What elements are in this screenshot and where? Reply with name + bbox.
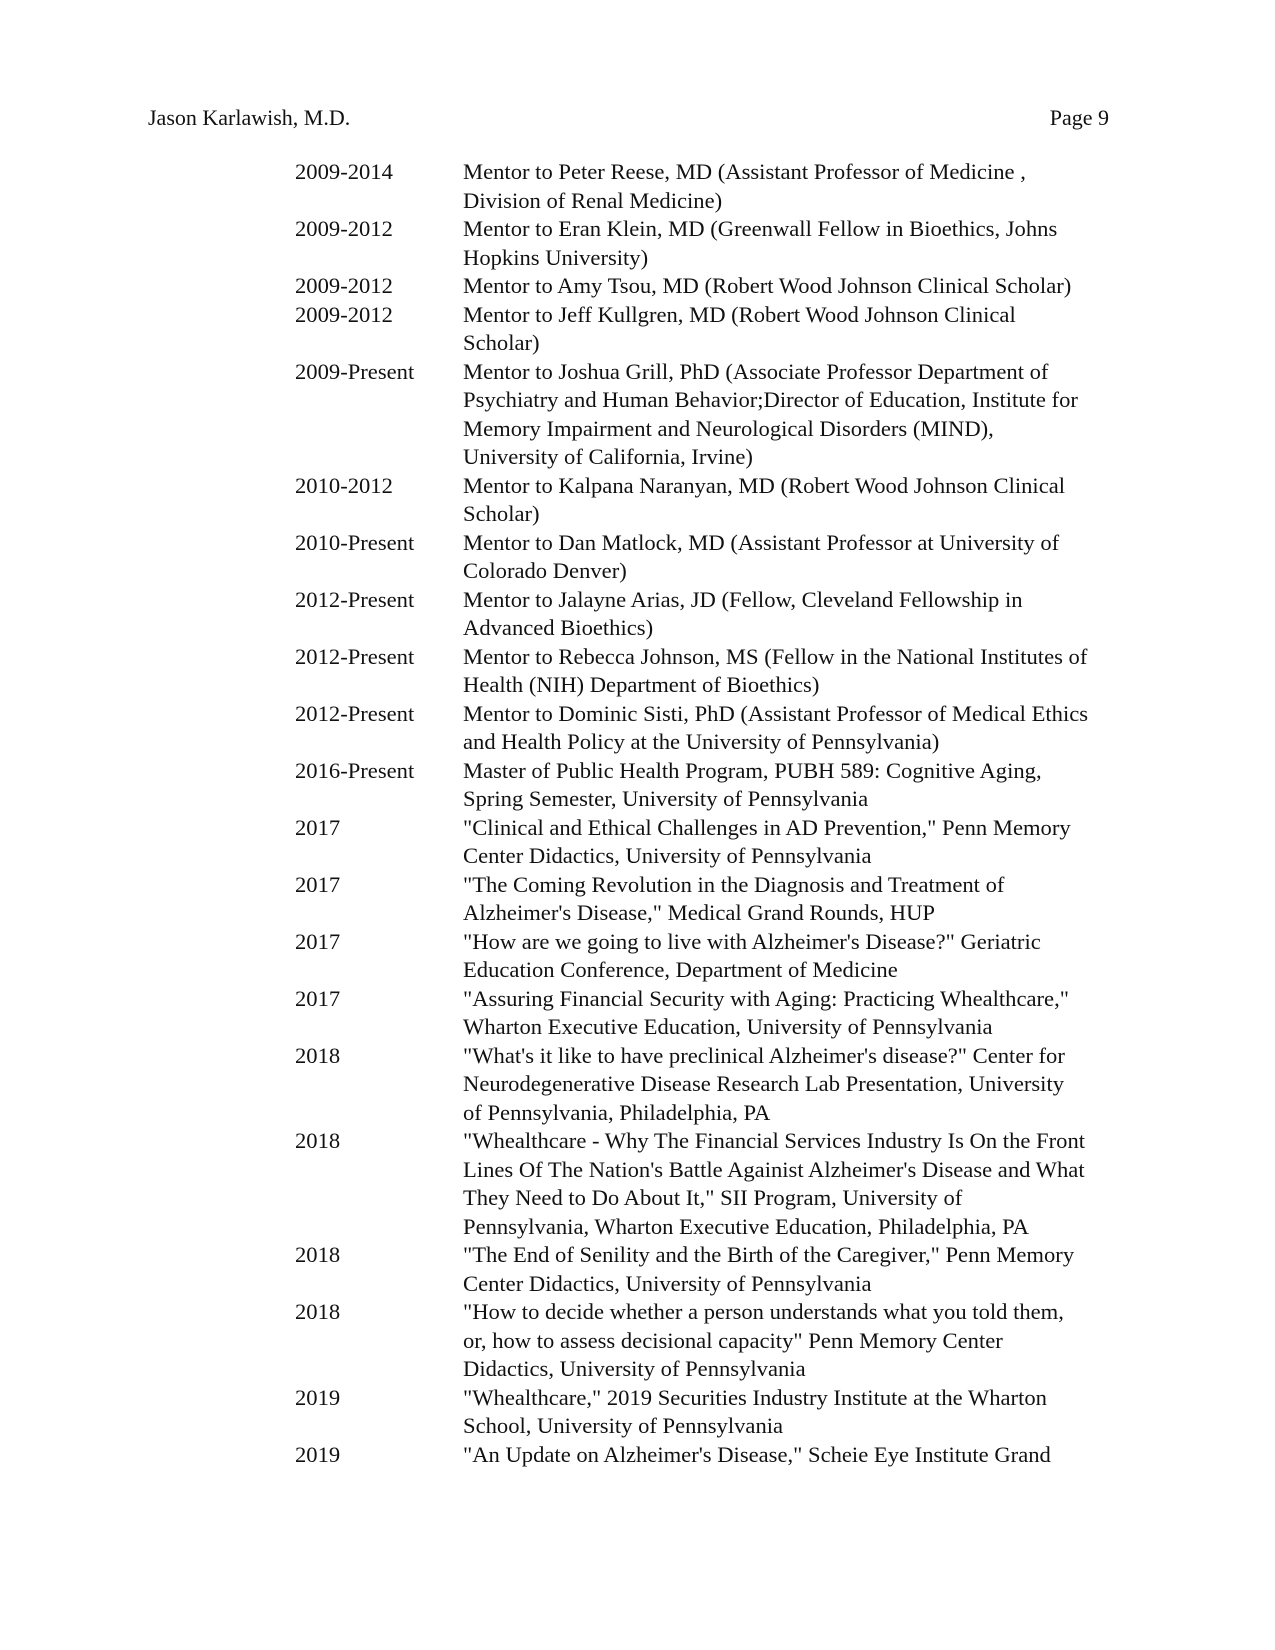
list-item [295, 1441, 1175, 1470]
entry-description-line: "Clinical and Ethical Challenges in AD Prevention," Penn Memory [463, 814, 1071, 840]
entry-description [463, 871, 1175, 928]
entry-description-line: "How are we going to live with Alzheimer's Disease?" Geriatric [463, 928, 1041, 954]
list-item [295, 158, 1175, 215]
entry-description-line: Mentor to Peter Reese, MD (Assistant Professor of Medicine , [463, 159, 1026, 184]
entry-description-line: Scholar) [463, 501, 540, 526]
entry-date: 2017 [295, 985, 341, 1011]
entry-description [463, 928, 1175, 985]
entry-list [295, 158, 1175, 1469]
entry-description [463, 1241, 1175, 1298]
entry-description-line: Scholar) [463, 330, 540, 355]
entry-date: 2018 [295, 1299, 341, 1324]
entry-description-line: Pennsylvania, Wharton Executive Education, Philadelphia, PA [463, 1213, 1029, 1239]
entry-date: 2017 [295, 814, 341, 840]
entry-description-line: Mentor to Eran Klein, MD (Greenwall Fellow in Bioethics, Johns [463, 216, 1058, 241]
entry-description-line: Mentor to Jalayne Arias, JD (Fellow, Cleveland Fellowship in [463, 586, 1023, 612]
entry-description-line: "Whealthcare," 2019 Securities Industry Institute at the Wharton [463, 1384, 1047, 1410]
list-item [295, 1298, 1175, 1384]
entry-description-line: Mentor to Kalpana Naranyan, MD (Robert Wood Johnson Clinical [463, 472, 1066, 498]
entry-date: 2009-2014 [295, 159, 393, 184]
entry-date: 2009-2012 [295, 273, 393, 298]
entry-description-line: "How to decide whether a person understands what you told them, [463, 1299, 1064, 1324]
entry-date: 2012-Present [295, 700, 415, 726]
entry-description-line: Lines Of The Nation's Battle Againist Alzheimer's Disease and What [463, 1156, 1085, 1182]
list-item [295, 1241, 1175, 1298]
entry-description-line: of Pennsylvania, Philadelphia, PA [463, 1099, 771, 1125]
list-item [295, 700, 1175, 757]
entry-description [463, 1042, 1175, 1128]
page-number: Page 9 [1049, 105, 1109, 130]
entry-description [463, 814, 1175, 871]
author-name: Jason Karlawish, M.D. [148, 105, 351, 130]
entry-description-line: Psychiatry and Human Behavior;Director of Education, Institute for [463, 387, 1078, 412]
entry-description-line: Colorado Denver) [463, 558, 627, 583]
entry-description-line: Spring Semester, University of Pennsylvania [463, 786, 869, 811]
entry-description-line: Memory Impairment and Neurological Disorders (MIND), [463, 415, 994, 441]
list-item [295, 814, 1175, 871]
entry-description-line: Master of Public Health Program, PUBH 589: Cognitive Aging, [463, 757, 1042, 783]
entry-description-line: Neurodegenerative Disease Research Lab Presentation, University [463, 1071, 1065, 1096]
entry-description [463, 985, 1175, 1042]
entry-date: 2010-2012 [295, 472, 393, 498]
entry-description [463, 158, 1175, 215]
entry-description-line: Division of Renal Medicine) [463, 187, 723, 213]
entry-date: 2018 [295, 1042, 341, 1068]
entry-description-line: Mentor to Jeff Kullgren, MD (Robert Wood Johnson Clinical [463, 301, 1016, 327]
entry-description-line: Mentor to Dan Matlock, MD (Assistant Professor at University of [463, 529, 1060, 555]
entry-description [463, 215, 1175, 272]
entry-description-line: Hopkins University) [463, 244, 649, 270]
entry-description-line: or, how to assess decisional capacity" Penn Memory Center [463, 1327, 1003, 1353]
entry-description-line: Advanced Bioethics) [463, 615, 654, 640]
entry-description-line: "An Update on Alzheimer's Disease," Scheie Eye Institute Grand [463, 1441, 1051, 1467]
entry-description [463, 643, 1175, 700]
entry-description [463, 301, 1175, 358]
list-item [295, 1384, 1175, 1441]
entry-description-line: "The End of Senility and the Birth of the Caregiver," Penn Memory [463, 1242, 1075, 1267]
entry-description-line: "Whealthcare - Why The Financial Services Industry Is On the Front [463, 1128, 1086, 1153]
entry-description-line: Wharton Executive Education, University of Pennsylvania [463, 1014, 993, 1039]
entry-description-line: Center Didactics, University of Pennsylvania [463, 1270, 872, 1296]
entry-date: 2017 [295, 928, 341, 954]
entry-description-line: "Assuring Financial Security with Aging: Practicing Whealthcare," [463, 985, 1069, 1011]
entry-description-line: "What's it like to have preclinical Alzheimer's disease?" Center for [463, 1042, 1065, 1068]
entry-date: 2016-Present [295, 757, 415, 783]
entry-description-line: and Health Policy at the University of Pennsylvania) [463, 729, 940, 754]
entry-description [463, 272, 1175, 301]
entry-description [463, 1441, 1175, 1470]
list-item [295, 985, 1175, 1042]
entry-date: 2009-2012 [295, 216, 393, 241]
entry-description-line: Didactics, University of Pennsylvania [463, 1356, 806, 1381]
entry-description [463, 700, 1175, 757]
entry-description-line: "The Coming Revolution in the Diagnosis and Treatment of [463, 871, 1005, 897]
entry-date: 2009-2012 [295, 301, 393, 327]
list-item [295, 472, 1175, 529]
entry-description-line: School, University of Pennsylvania [463, 1413, 784, 1438]
entry-description-line: Mentor to Joshua Grill, PhD (Associate Professor Department of [463, 358, 1049, 384]
list-item [295, 529, 1175, 586]
entry-description-line: Health (NIH) Department of Bioethics) [463, 672, 820, 697]
entry-description-line: Education Conference, Department of Medicine [463, 957, 898, 982]
entry-description-line: Mentor to Rebecca Johnson, MS (Fellow in the National Institutes of [463, 643, 1088, 669]
entry-date: 2019 [295, 1441, 341, 1467]
entry-description-line: Alzheimer's Disease," Medical Grand Rounds, HUP [463, 900, 935, 925]
entry-date: 2018 [295, 1128, 341, 1153]
entry-description-line: Mentor to Amy Tsou, MD (Robert Wood Johnson Clinical Scholar) [463, 273, 1072, 298]
entry-date: 2012-Present [295, 586, 415, 612]
list-item [295, 757, 1175, 814]
list-item [295, 871, 1175, 928]
list-item [295, 272, 1175, 301]
list-item [295, 358, 1175, 472]
entry-description-line: Mentor to Dominic Sisti, PhD (Assistant Professor of Medical Ethics [463, 700, 1089, 726]
list-item [295, 643, 1175, 700]
entry-date: 2019 [295, 1384, 341, 1410]
entry-description [463, 586, 1175, 643]
entry-date: 2012-Present [295, 643, 415, 669]
list-item [295, 1127, 1175, 1241]
entry-date: 2018 [295, 1242, 341, 1267]
entry-date: 2010-Present [295, 529, 415, 555]
entry-description [463, 472, 1175, 529]
list-item [295, 928, 1175, 985]
entry-date: 2017 [295, 871, 341, 897]
entry-description [463, 529, 1175, 586]
entry-description-line: Center Didactics, University of Pennsylvania [463, 843, 872, 868]
entry-description [463, 1298, 1175, 1384]
list-item [295, 301, 1175, 358]
entry-date: 2009-Present [295, 358, 415, 384]
page-header [148, 103, 1109, 133]
entry-description [463, 1127, 1175, 1241]
list-item [295, 586, 1175, 643]
list-item [295, 1042, 1175, 1128]
entry-description [463, 358, 1175, 472]
list-item [295, 215, 1175, 272]
entry-description [463, 757, 1175, 814]
entry-description-line: They Need to Do About It," SII Program, University of [463, 1185, 963, 1210]
entry-description-line: University of California, Irvine) [463, 444, 753, 469]
entry-description [463, 1384, 1175, 1441]
